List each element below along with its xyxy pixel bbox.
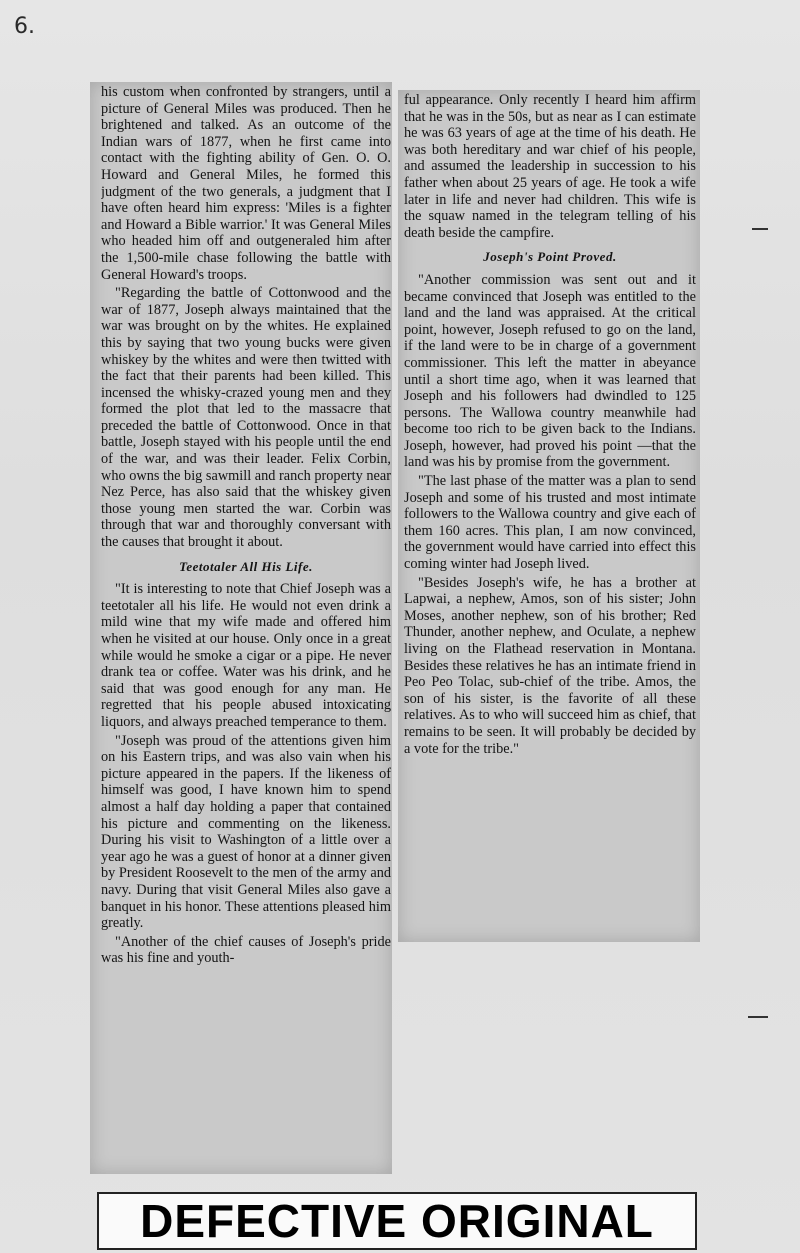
- left-paragraph-1: his custom when confronted by strangers, until a picture of General Miles was produced. Then he brightened and talked. As an outcome of the Indian wars of 1877, when he first came into contact with the fighting ability of Gen. O. O. Howard and General Miles, he formed this judgment of the two generals, a judgment that I have often heard him express: 'Miles is a fighter and Howard a Bible warrior.' It was General Miles who headed him off and outgeneraled him after the 1,500-mile chase following the battle with General Howard's troops.: [101, 84, 391, 283]
- right-paragraph-4: "Besides Joseph's wife, he has a brother at Lapwai, a nephew, Amos, son of his sister; John Moses, another nephew, son of his brother; Red Thunder, another nephew, and Oculate, a nephew living on the Flathead reservation in Montana. Besides these relatives he has an intimate friend in Peo Peo Tolac, sub-chief of the tribe. Amos, the son of his sister, is the favorite of all these relatives. As to who will succeed him as chief, that remains to be seen. It will probably be decided by a vote for the tribe.": [404, 574, 696, 757]
- defective-original-banner: [97, 1192, 697, 1250]
- right-subhead: Joseph's Point Proved.: [483, 249, 617, 265]
- left-paragraph-5: "Another of the chief causes of Joseph's pride was his fine and youth-: [101, 933, 391, 967]
- page-number: 6.: [14, 14, 35, 39]
- margin-mark-2: [748, 1016, 768, 1018]
- left-paragraph-4: "Joseph was proud of the attentions given him on his Eastern trips, and was also vain when his picture appeared in the papers. If the likeness of himself was good, I have known him to spend almost a half day holding a paper that contained his picture and commenting on the likeness. During his visit to Washington of a little over a year ago he was a guest of honor at a dinner given by President Roosevelt to the men of the army and navy. During that visit General Miles also gave a banquet in his honor. These attentions pleased him greatly.: [101, 732, 391, 932]
- left-subhead: Teetotaler All His Life.: [179, 558, 313, 574]
- right-paragraph-2: "Another commission was sent out and it became convinced that Joseph was entitled to the land and the land was appraised. At the critical point, however, Joseph refused to go on the land, if the land were to be in charge of a government commissioner. This left the matter in abeyance until a short time ago, when it was learned that Joseph and his followers had dwindled to 125 persons. The Wallowa country meanwhile had become too rich to be given back to the Indians. Joseph, however, had proved his point —that the land was his by promise from the government.: [404, 271, 696, 471]
- left-paragraph-3: "It is interesting to note that Chief Joseph was a teetotaler all his life. He would not even drink a mild wine that my wife made and offered him when he visited at our house. Only once in a great while would he smoke a cigar or a pipe. He never drank tea or coffee. Water was his drink, and he said that was good enough for any man. He regretted that his people abused intoxicating liquors, and always preached temperance to them.: [101, 581, 391, 730]
- right-paragraph-3: "The last phase of the matter was a plan to send Joseph and some of his trusted and most intimate followers to the Wallowa country and give each of them 160 acres. This plan, I am now convinced, the government would have carried into effect this coming winter had Joseph lived.: [404, 473, 696, 573]
- right-column: [404, 92, 696, 940]
- left-paragraph-2: "Regarding the battle of Cottonwood and the war of 1877, Joseph always maintained that the war was brought on by the whites. He explained this by saying that two young bucks were given whiskey by the whites and were then twitted with the fact that their parents had been killed. This incensed the whisky-crazed young men and they formed the plot that led to the massacre that preceded the battle of Cottonwood. Once in that battle, Joseph stayed with his people until the end of the war, and was their leader. Felix Corbin, who owns the big sawmill and ranch property near Nez Perce, has also said that the whiskey given those young men started the war. Corbin was through that war and thoroughly conversant with the causes that brought it about.: [101, 285, 391, 551]
- margin-mark-1: [752, 228, 768, 230]
- banner-text: DEFECTIVE ORIGINAL: [140, 1195, 654, 1247]
- left-column: [101, 84, 391, 1174]
- right-paragraph-1: ful appearance. Only recently I heard him affirm that he was in the 50s, but as near as I can estimate he was 63 years of age at the time of his death. He was both hereditary and war chief of his people, and assumed the leadership in succession to his father when about 25 years of age. He took a wife later in life and never had children. This wife is the squaw named in the telegram telling of his death beside the campfire.: [404, 92, 696, 241]
